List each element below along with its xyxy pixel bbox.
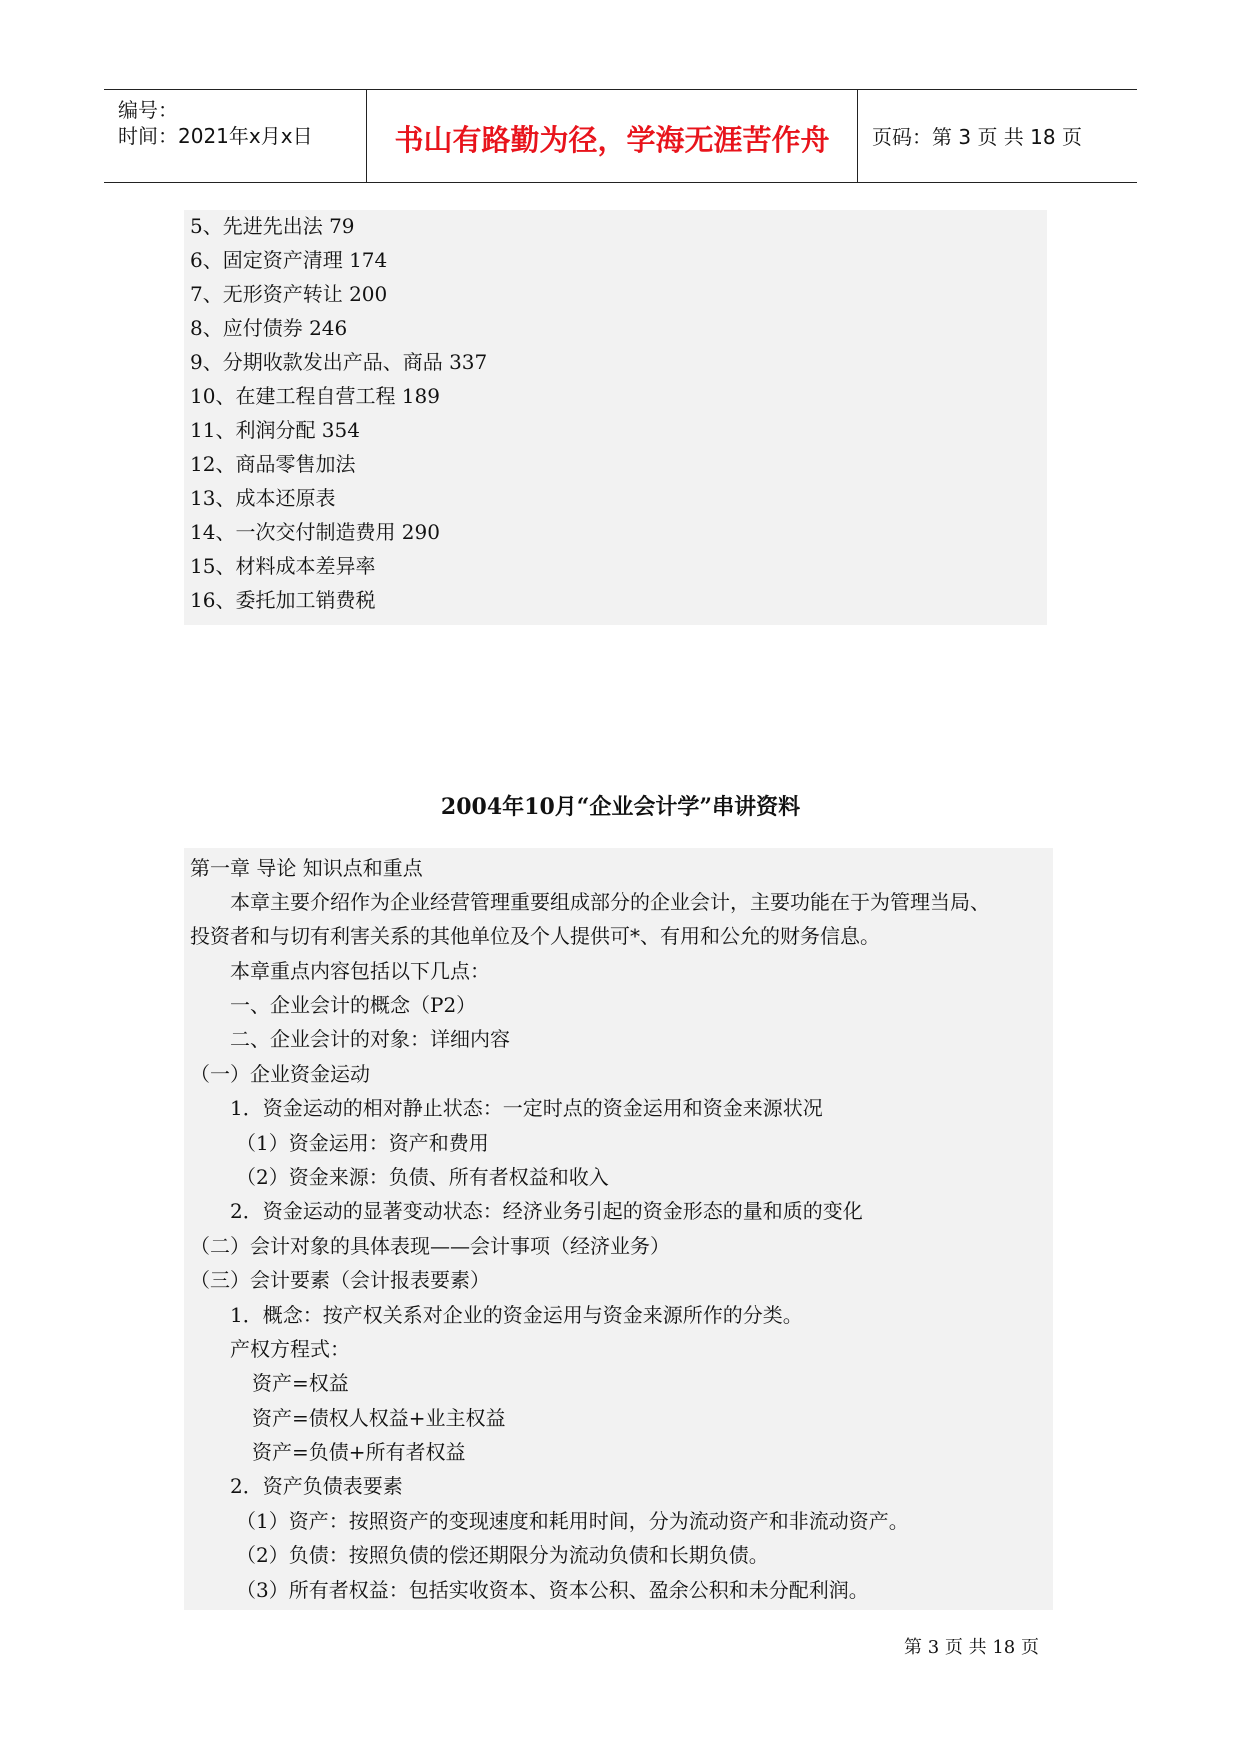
section-title: 2004年10月“企业会计学”串讲资料 — [440, 794, 801, 820]
paragraph-line: 产权方程式： — [230, 1337, 350, 1361]
outline-item: （一）企业资金运动 — [190, 1062, 370, 1086]
topic-list — [184, 210, 1047, 625]
document-number-label: 编号： — [118, 98, 178, 122]
list-item: 13、成本还原表 — [190, 486, 336, 510]
list-item: 8、应付债券 246 — [190, 316, 348, 340]
header-page-label: 页码：第 3 页 共 18 页 — [872, 125, 1082, 149]
equation-line: 资产=负债+所有者权益 — [252, 1440, 466, 1464]
outline-item: （1）资产：按照资产的变现速度和耗用时间，分为流动资产和非流动资产。 — [236, 1509, 909, 1533]
outline-item: （3）所有者权益：包括实收资本、资本公积、盈余公积和未分配利润。 — [236, 1578, 869, 1602]
header-right-cell — [858, 90, 1137, 182]
outline-item: 二、企业会计的对象：详细内容 — [230, 1027, 510, 1051]
outline-item: （三）会计要素（会计报表要素） — [190, 1268, 490, 1292]
outline-item: （2）资金来源：负债、所有者权益和收入 — [236, 1165, 609, 1189]
outline-item: （二）会计对象的具体表现——会计事项（经济业务） — [190, 1234, 670, 1258]
chapter-heading: 第一章 导论 知识点和重点 — [190, 856, 423, 880]
page-header — [104, 89, 1137, 183]
list-item: 12、商品零售加法 — [190, 452, 356, 476]
outline-item: （1）资金运用：资产和费用 — [236, 1131, 489, 1155]
outline-item: 1．概念：按产权关系对企业的资金运用与资金来源所作的分类。 — [230, 1303, 803, 1327]
document-time-label: 时间：2021年x月x日 — [118, 124, 313, 148]
outline-item: 一、企业会计的概念（P2） — [230, 993, 477, 1017]
header-motto: 书山有路勤为径，学海无涯苦作舟 — [394, 123, 830, 157]
list-item: 5、先进先出法 79 — [190, 214, 355, 238]
outline-item: 1．资金运动的相对静止状态：一定时点的资金运用和资金来源状况 — [230, 1096, 823, 1120]
equation-line: 资产=债权人权益+业主权益 — [252, 1406, 506, 1430]
paragraph-line: 本章主要介绍作为企业经营管理重要组成部分的企业会计，主要功能在于为管理当局、 — [230, 890, 990, 914]
header-left-cell — [104, 90, 367, 182]
list-item: 14、一次交付制造费用 290 — [190, 520, 440, 544]
list-item: 15、材料成本差异率 — [190, 554, 376, 578]
list-item: 7、无形资产转让 200 — [190, 282, 388, 306]
study-notes — [184, 848, 1053, 1610]
list-item: 16、委托加工销费税 — [190, 588, 376, 612]
outline-item: 2．资产负债表要素 — [230, 1474, 403, 1498]
list-item: 6、固定资产清理 174 — [190, 248, 388, 272]
outline-item: 2．资金运动的显著变动状态：经济业务引起的资金形态的量和质的变化 — [230, 1199, 863, 1223]
list-item: 10、在建工程自营工程 189 — [190, 384, 440, 408]
paragraph-line: 投资者和与切有利害关系的其他单位及个人提供可*、有用和公允的财务信息。 — [190, 924, 880, 948]
page-footer: 第 3 页 共 18 页 — [904, 1637, 1039, 1658]
equation-line: 资产=权益 — [252, 1371, 349, 1395]
list-item: 11、利润分配 354 — [190, 418, 360, 442]
outline-item: （2）负债：按照负债的偿还期限分为流动负债和长期负债。 — [236, 1543, 769, 1567]
header-motto-cell — [367, 90, 858, 182]
paragraph-line: 本章重点内容包括以下几点： — [230, 959, 490, 983]
list-item: 9、分期收款发出产品、商品 337 — [190, 350, 488, 374]
